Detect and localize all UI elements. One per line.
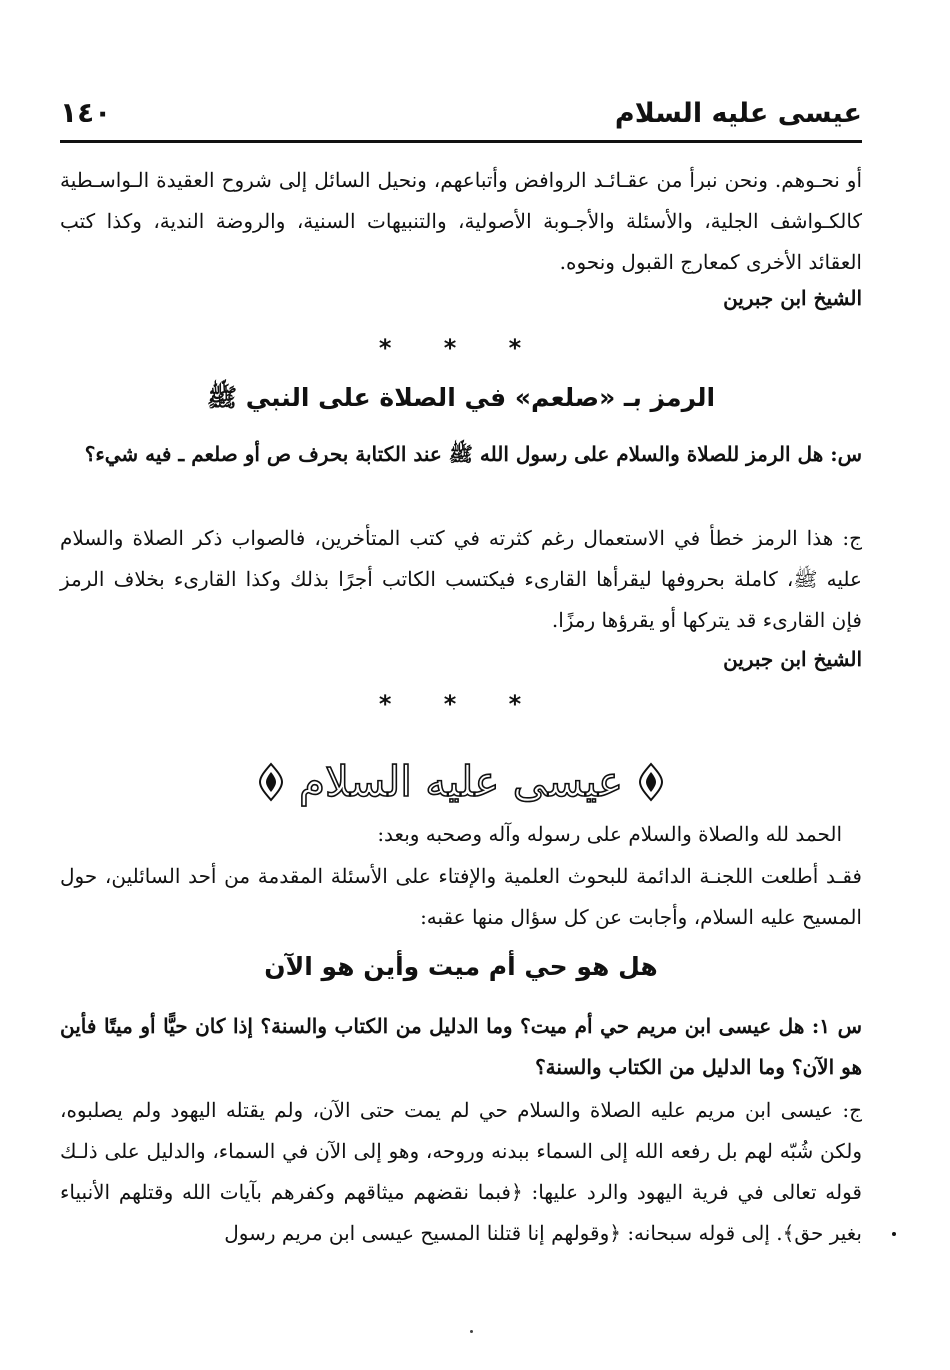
book-page — [60, 0, 862, 1370]
chapter-title-text: عيسى عليه السلام — [298, 757, 624, 806]
separator-2: * * * — [378, 690, 544, 718]
page-number: ١٤٠ — [60, 96, 112, 129]
answer-1: ج: هذا الرمز خطأ في الاستعمال رغم كثرته في كتب المتأخرين، فالصواب ذكر الصلاة والسلام عليه ﷺ، كاملة بحروفها ليقرأها القارىء فيكتسب الكاتب أجرًا بذلك وكذا القارىء بخلاف الرمز فإن القارىء قد يتركها أو يقرؤها رمزًا. — [60, 526, 862, 632]
margin-dot — [892, 1232, 896, 1236]
answer-2: ج: عيسى ابن مريم عليه الصلاة والسلام حي لم يمت حتى الآن، ولم يقتله اليهود ولم يصلبوه، ولكن شُبّه لهم بل رفعه الله إلى السماء ببدنه وروحه، وهو إلى الآن في السماء، والدليل على ذلـك قوله تعالى في فرية اليهود والرد عليها: ﴿فبما نقضهم ميثاقهم وكفرهم بآيات الله وقتلهم الأنبياء بغير حق﴾. إلى قوله سبحانه: ﴿وقولهم إنا قتلنا المسيح عيسى ابن مريم رسول — [60, 1098, 862, 1245]
running-title: عيسى عليه السلام — [614, 98, 862, 129]
section-heading-2: هل هو حي أم ميت وأين هو الآن — [264, 952, 658, 981]
ornament-left-icon — [258, 762, 284, 802]
chapter-intro-2: فقـد أطلعت اللجنـة الدائمة للبحوث العلمية والإفتاء على الأسئلة المقدمة من أحد السائلين، حول المسيح عليه السلام، وأجابت عن كل سؤال منها عقبه: — [60, 864, 862, 929]
ornament-right-icon — [638, 762, 664, 802]
signature-1: الشيخ ابن جبرين — [723, 286, 862, 310]
separator-1: * * * — [378, 334, 544, 362]
chapter-intro-1: الحمد لله والصلاة والسلام على رسوله وآله وصحبه وبعد: — [377, 822, 842, 846]
question-1: س: هل الرمز للصلاة والسلام على رسول الله ﷺ عند الكتابة بحرف ص أو صلعم ـ فيه شيء؟ — [84, 442, 862, 466]
section-heading-1: الرمز بـ «صلعم» في الصلاة على النبي ﷺ — [206, 383, 716, 412]
question-2: س ١: هل عيسى ابن مريم حي أم ميت؟ وما الدليل من الكتاب والسنة؟ إذا كان حيًّا أو ميتًا فأين هو الآن؟ وما الدليل من الكتاب والسنة؟ — [60, 1014, 862, 1079]
intro-paragraph: أو نحـوهم. ونحن نبرأ من عقـائـد الروافض وأتباعهم، ونحيل السائل إلى شروح العقيدة الـواسـطية كالكـواشف الجلية، والأسئلة والأجـوبة الأصولية، والتنبيهات السنية، والروضة الندية، وكذا كتب العقائد الأخرى كمعارج القبول ونحوه. — [60, 168, 862, 274]
signature-2: الشيخ ابن جبرين — [723, 647, 862, 671]
scan-speck — [470, 1330, 473, 1333]
running-header — [60, 92, 862, 143]
chapter-title — [60, 752, 862, 812]
